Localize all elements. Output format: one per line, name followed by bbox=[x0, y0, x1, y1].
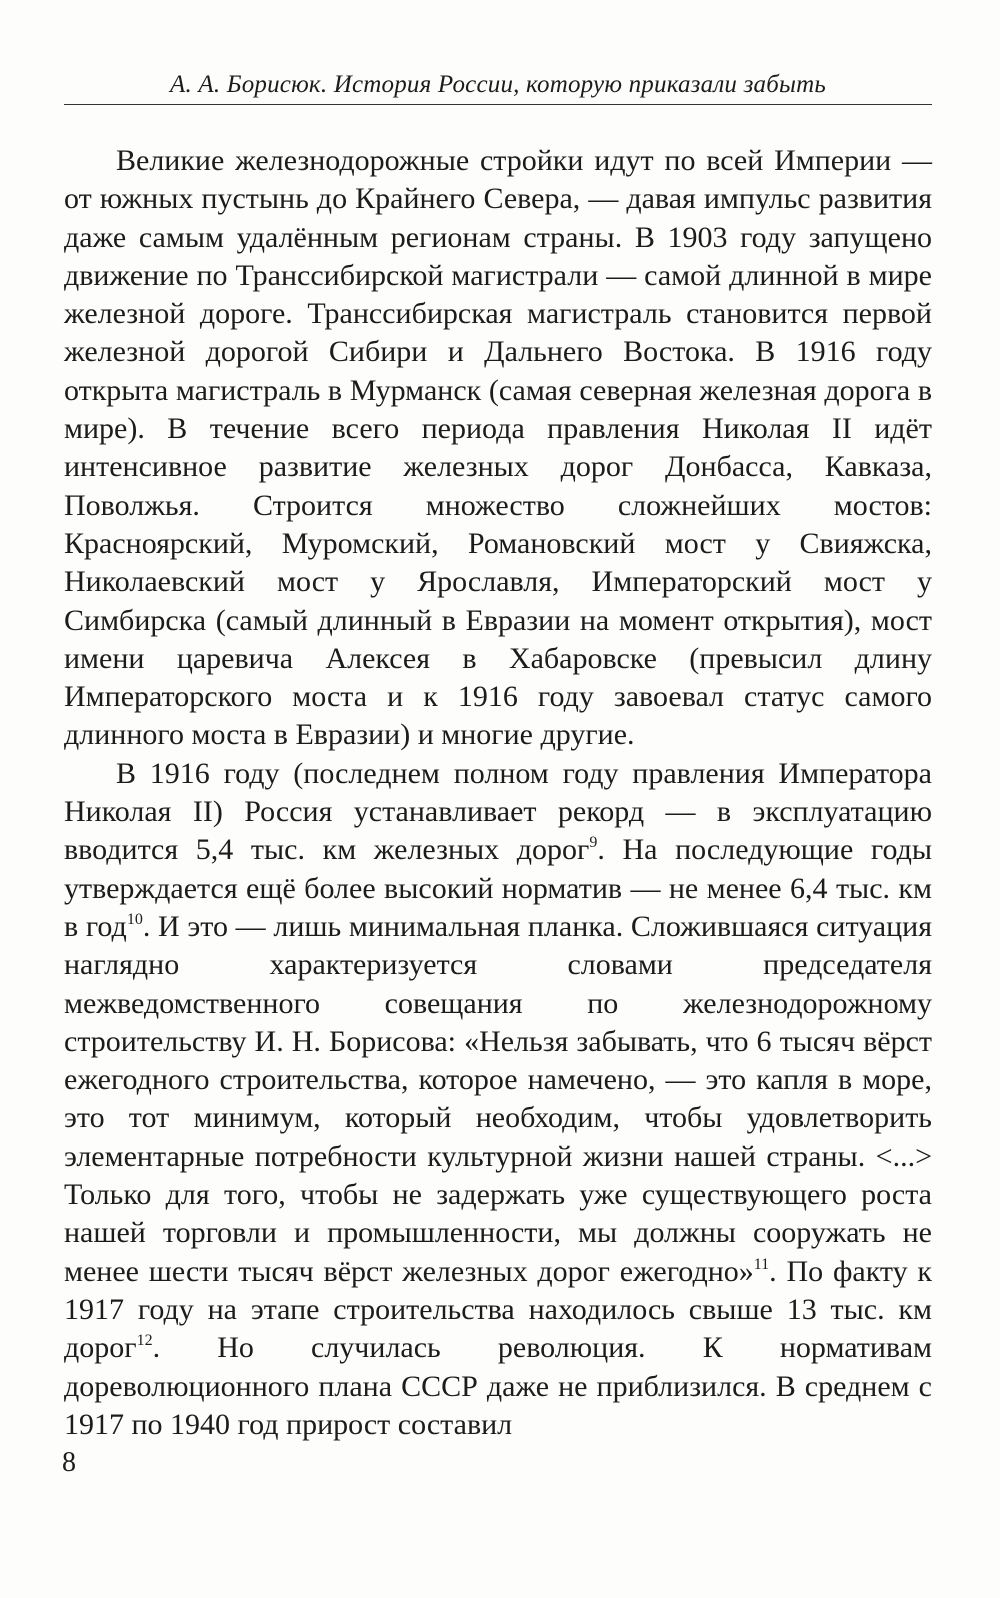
text-segment: . Но случилась революция. К нормативам дореволюционного плана СССР даже не приблизился. В среднем с 1917 по 1940 год прирост составил bbox=[64, 1331, 932, 1441]
paragraph bbox=[64, 755, 932, 1444]
running-head bbox=[64, 66, 932, 105]
footnote-ref: 11 bbox=[753, 1255, 770, 1273]
footnote-ref: 9 bbox=[589, 834, 598, 852]
page-number: 8 bbox=[62, 1447, 76, 1478]
running-title: А. А. Борисюк. История России, которую приказали забыть bbox=[170, 71, 826, 98]
text-segment: . И это — лишь минимальная планка. Сложившаяся ситуация наглядно характеризуется словами председателя межведомственного совещания по железнодорожному строительству И. Н. Борисова: «Нельзя забывать, что 6 тысяч вёрст ежегодного строительства, которое намечено, — это капля в море, это тот минимум, который необходим, чтобы удовлетворить элементарные потребности культурной жизни нашей страны. <...> Только для того, чтобы не задержать уже существующего роста нашей торговли и промышленности, мы должны сооружать не менее шести тысяч вёрст железных дорог ежегодно» bbox=[64, 909, 933, 1288]
page-body bbox=[64, 142, 932, 1444]
footnote-ref: 10 bbox=[126, 910, 143, 928]
footnote-ref: 12 bbox=[136, 1332, 153, 1350]
paragraph: Великие железнодорожные стройки идут по всей Империи — от южных пустынь до Крайнего Севера, — давая импульс развития даже самым удалённым регионам страны. В 1903 году запущено движение по Транссибирской магистрали — самой длинной в мире железной дороге. Транссибирская магистраль становится первой железной дорогой Сибири и Дальнего Востока. В 1916 году открыта магистраль в Мурманск (самая северная железная дорога в мире). В течение всего периода правления Николая II идёт интенсивное развитие железных дорог Донбасса, Кавказа, Поволжья. Строится множество сложнейших мостов: Красноярский, Муромский, Романовский мост у Свияжска, Николаевский мост у Ярославля, Императорский мост у Симбирска (самый длинный в Евразии на момент открытия), мост имени царевича Алексея в Хабаровске (превысил длину Императорского моста и к 1916 году завоевал статус самого длинного моста в Евразии) и многие другие. bbox=[64, 144, 932, 752]
text-segment: В 1916 году (последнем полном году правления Императора Николая II) Россия устанавливает рекорд — в эксплуатацию вводится 5,4 тыс. км железных дорог bbox=[64, 756, 932, 867]
text-segment: . По факту к 1917 году на этапе строительства находилось свыше 13 тыс. км дорог bbox=[64, 1254, 932, 1365]
text-segment: . На последующие годы утверждается ещё более высокий норматив — не менее 6,4 тыс. км в год bbox=[64, 833, 932, 943]
